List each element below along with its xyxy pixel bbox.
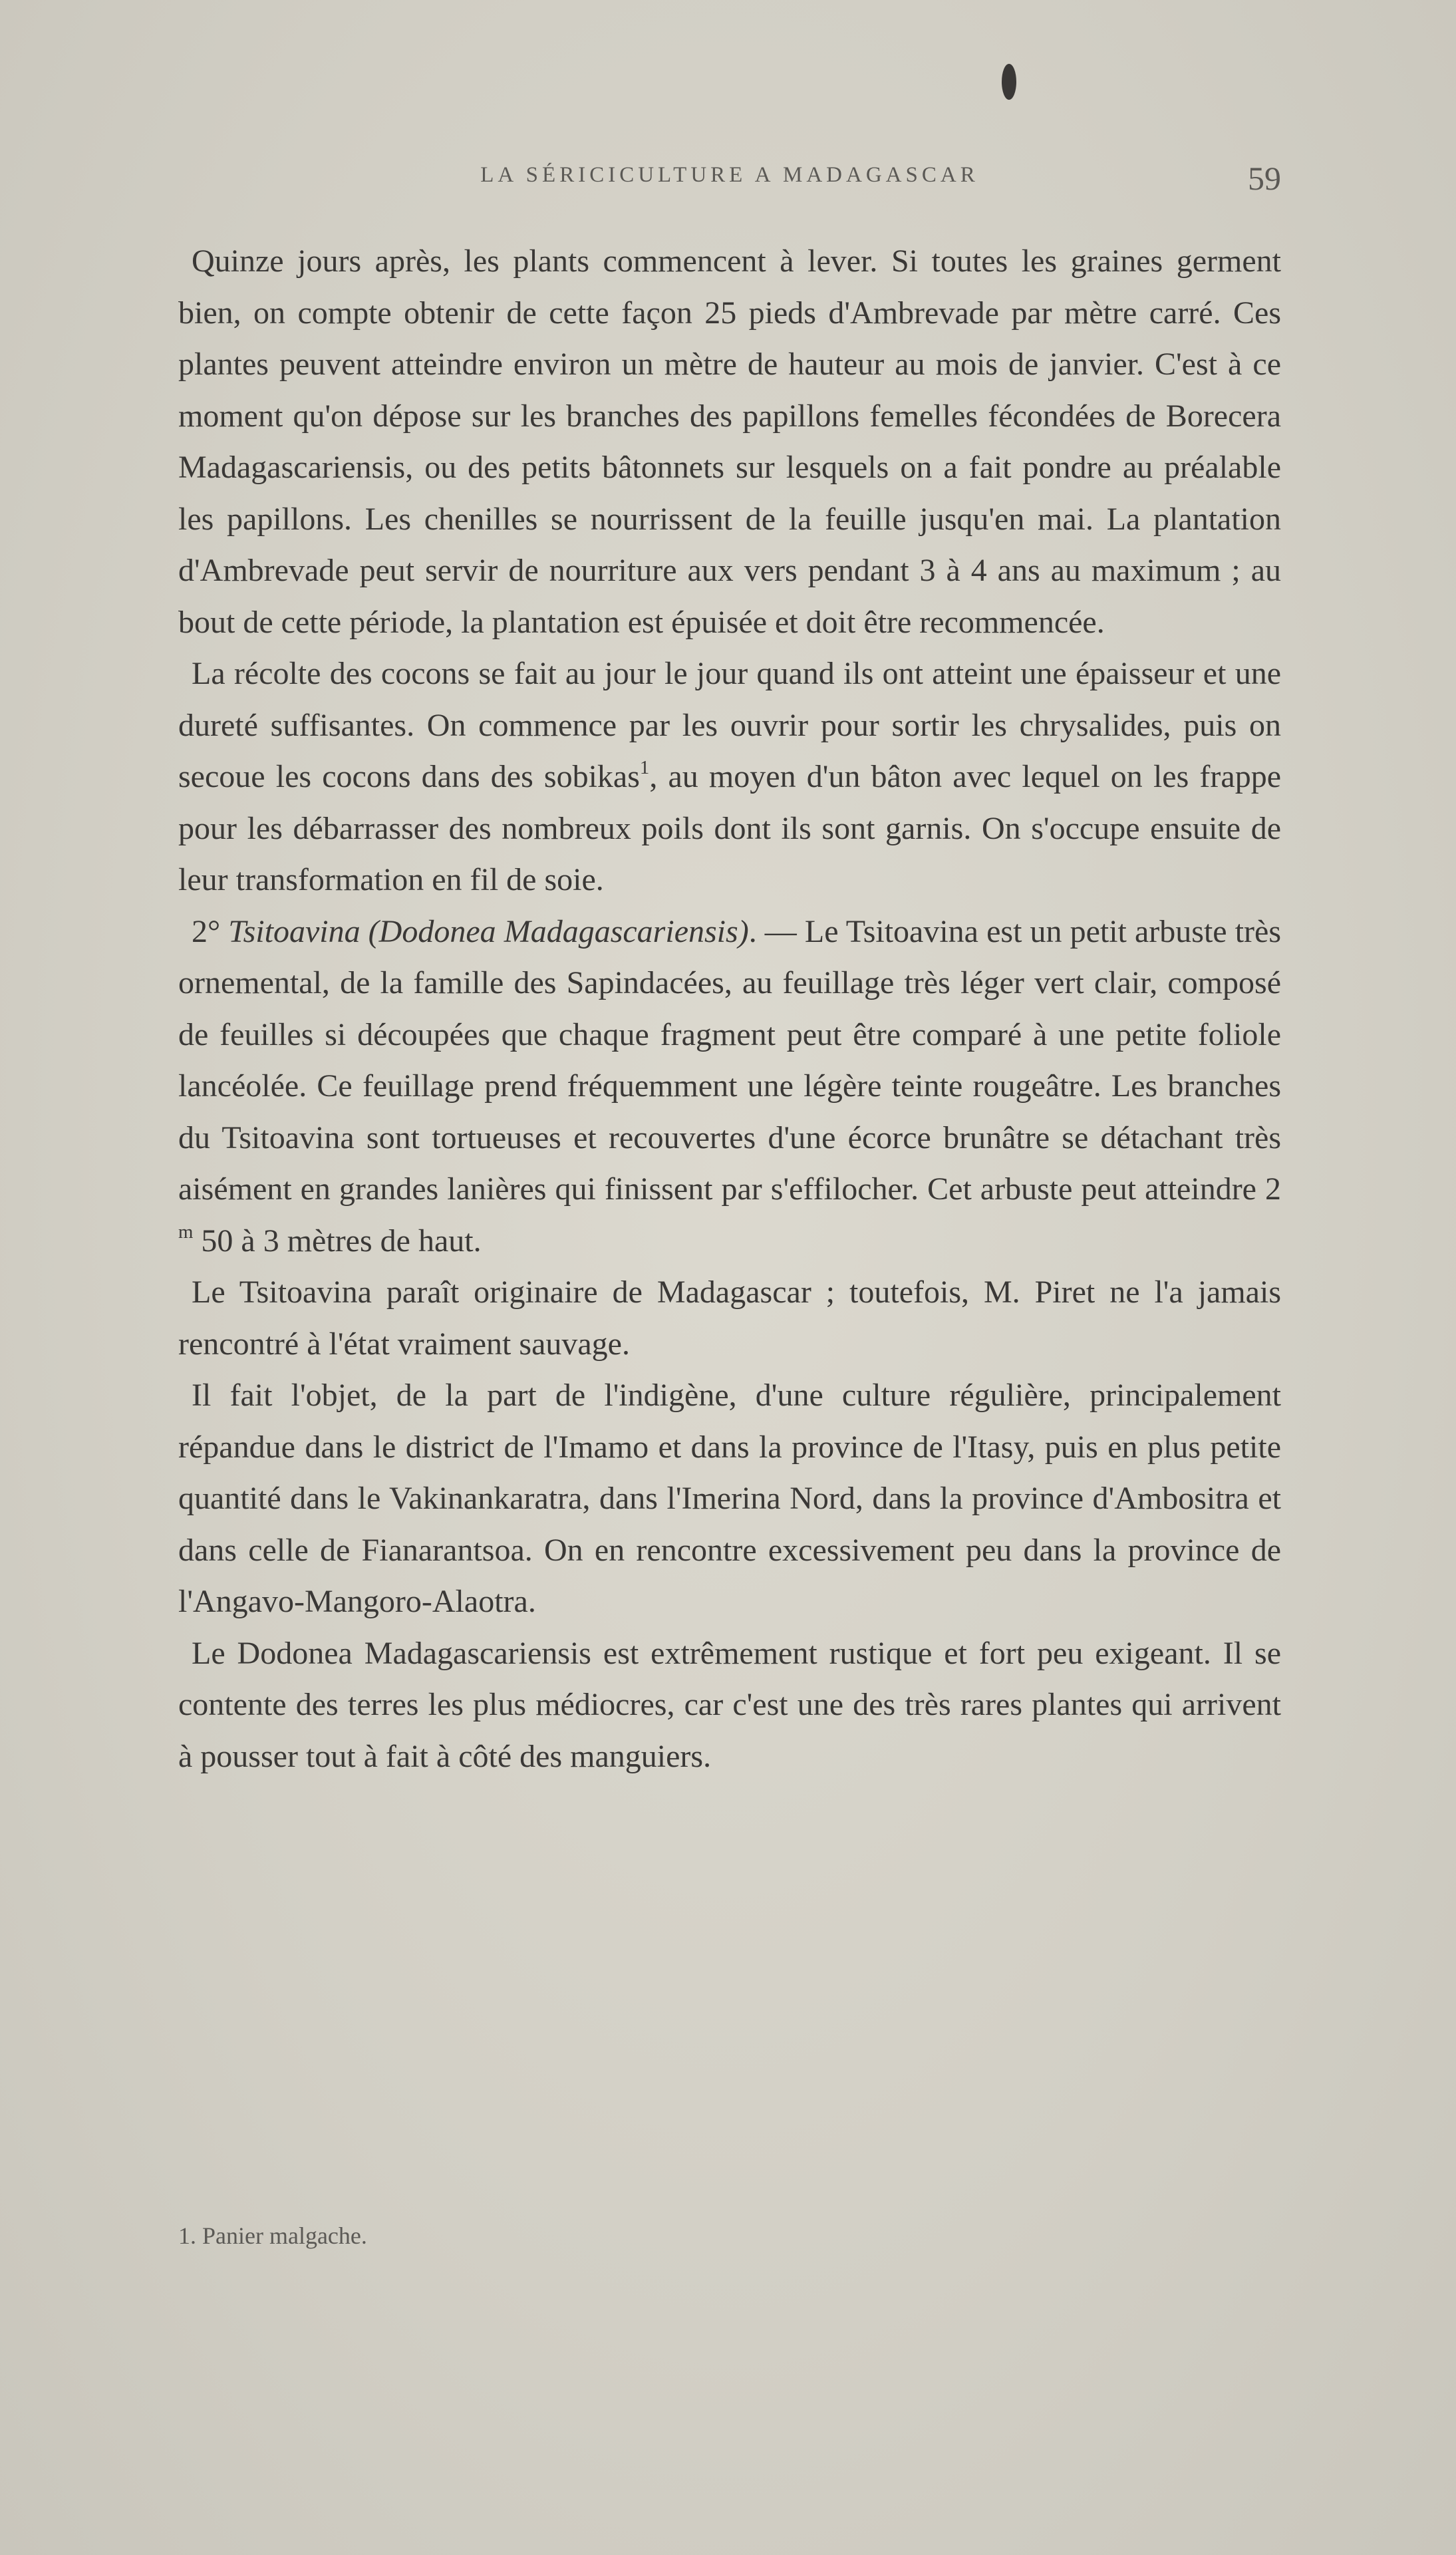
page-number: 59 — [1248, 160, 1281, 197]
latin-name: (Dodonea Madagascariensis) — [368, 913, 749, 949]
ink-mark — [1002, 64, 1016, 100]
section-number: 2° — [192, 913, 221, 949]
paragraph-6: Le Dodonea Madagascariensis est extrêmement rustique et fort peu exigeant. Il se contente des terres les plus médiocres, car c'est une des très rares plantes qui arrivent à pousser tout à fait à côté des manguiers. — [178, 1635, 1281, 1774]
paragraph-1: Quinze jours après, les plants commencent à lever. Si toutes les graines germent bien, on compte obtenir de cette façon 25 pieds d'Ambrevade par mètre carré. Ces plantes peuvent atteindre environ un mètre de hauteur au mois de janvier. C'est à ce moment qu'on dépose sur les branches des papillons femelles fécondées de Borecera Madagascariensis, ou des petits bâtonnets sur lesquels on a fait pondre au préalable les papillons. Les chenilles se nourrissent de la feuille jusqu'en mai. La plantation d'Ambrevade peut servir de nourriture aux vers pendant 3 à 4 ans au maximum ; au bout de cette période, la plantation est épuisée et doit être recommencée. — [178, 243, 1281, 640]
body-text — [178, 235, 1281, 1782]
footnote: 1. Panier malgache. — [178, 2222, 367, 2249]
paragraph-4: Le Tsitoavina paraît originaire de Madagascar ; toutefois, M. Piret ne l'a jamais rencontré à l'état vraiment sauvage. — [178, 1275, 1281, 1362]
running-title: LA SÉRICICULTURE A MADAGASCAR — [480, 163, 979, 187]
unit-superscript: m — [178, 1221, 194, 1243]
species-name: Tsitoavina — [228, 913, 361, 949]
paragraph-2 — [178, 648, 1281, 906]
paragraph-3-text-b: 50 à 3 mètres de haut. — [193, 1223, 482, 1259]
paragraph-2-text-a: La récolte des cocons se fait au jour le jour quand ils ont atteint une épaisseur et une dureté suffisantes. On commence par les ouvrir pour sortir les chrysalides, puis on secoue les cocons dans des sobikas — [178, 656, 1281, 794]
footnote-reference: 1 — [639, 756, 650, 778]
running-head — [178, 160, 1281, 203]
paragraph-2-text-b: , au moyen d'un bâton avec lequel on les frappe pour les débarrasser des nombreux poils dont ils sont garnis. On s'occupe ensuite de leur transformation en fil de soie. — [178, 759, 1282, 897]
paragraph-5: Il fait l'objet, de la part de l'indigène, d'une culture régulière, principalement répandue dans le district de l'Imamo et dans la province de l'Itasy, puis en plus petite quantité dans le Vakinankaratra, dans l'Imerina Nord, dans la province d'Ambositra et dans celle de Fianarantsoa. On en rencontre excessivement peu dans la province de l'Angavo-Mangoro-Alaotra. — [178, 1378, 1281, 1619]
paragraph-3-text-a: . — Le Tsitoavina est un petit arbuste très ornemental, de la famille des Sapindacées, au feuillage très léger vert clair, composé de feuilles si découpées que chaque fragment peut être comparé à une petite foliole lancéolée. Ce feuillage prend fréquemment une légère teinte rougeâtre. Les branches du Tsitoavina sont tortueuses et recouvertes d'une écorce brunâtre se détachant très aisément en grandes lanières qui finissent par s'effilocher. Cet arbuste peut atteindre 2 — [178, 913, 1281, 1207]
paragraph-3 — [178, 906, 1281, 1267]
